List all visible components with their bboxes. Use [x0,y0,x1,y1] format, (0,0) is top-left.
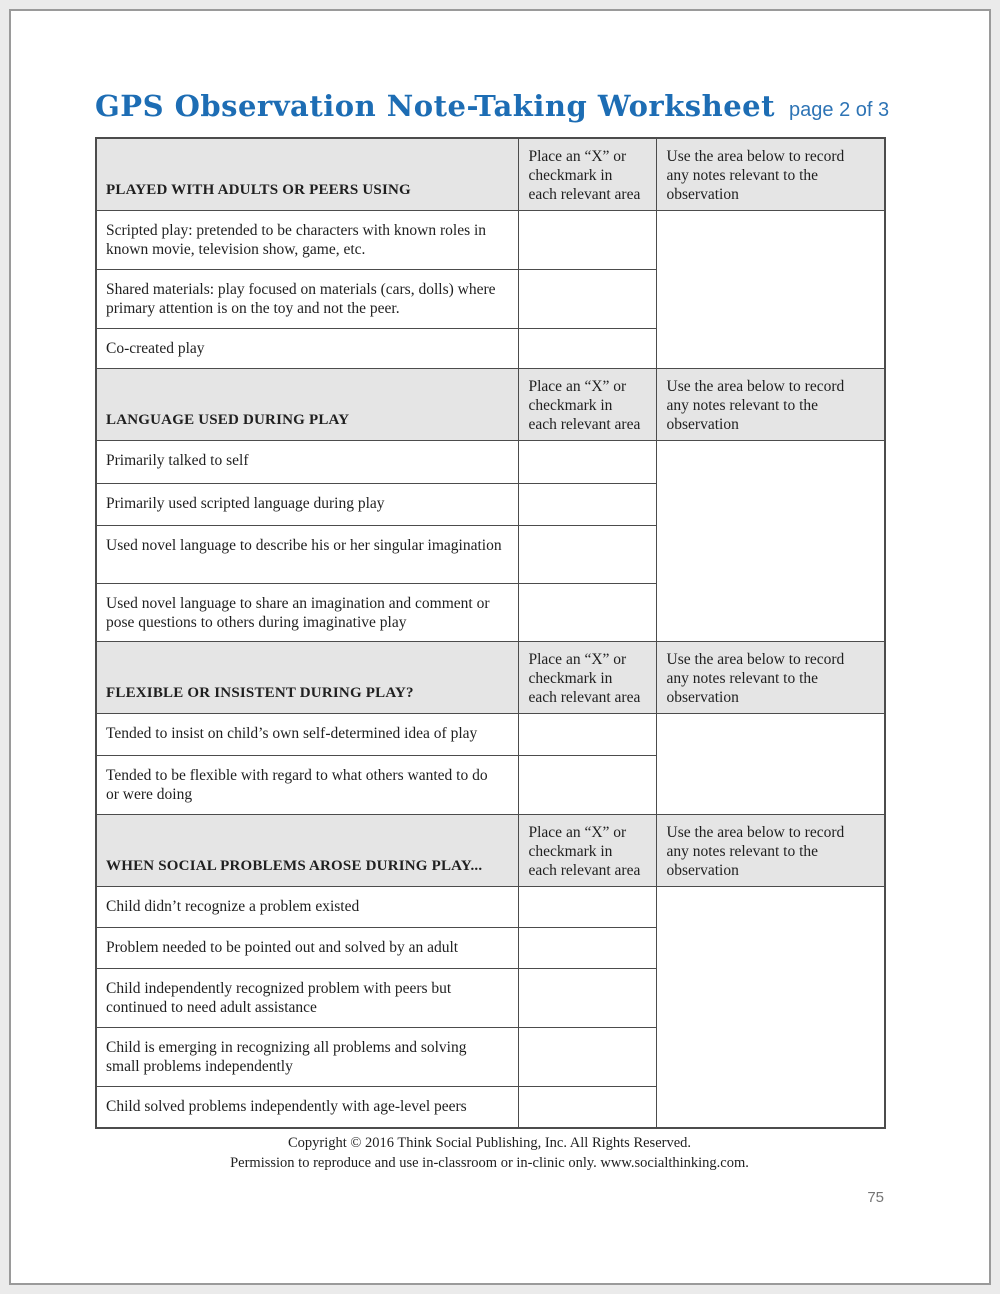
check-cell[interactable] [518,329,656,369]
table-row [96,441,885,484]
footer [95,1133,884,1173]
table-row [96,714,885,756]
check-cell[interactable] [518,484,656,526]
table-row [96,887,885,928]
check-column-header: Place an “X” or checkmark in each relevant area [518,815,656,887]
check-cell[interactable] [518,969,656,1028]
item-label: Child didn’t recognize a problem existed [96,887,518,928]
check-cell[interactable] [518,887,656,928]
item-label: Used novel language to share an imagination and comment or pose questions to others during imaginative play [96,584,518,642]
item-label: Child solved problems independently with age-level peers [96,1087,518,1128]
notes-column-header: Use the area below to record any notes relevant to the observation [656,369,885,441]
notes-column-header: Use the area below to record any notes relevant to the observation [656,815,885,887]
check-cell[interactable] [518,1028,656,1087]
item-label: Tended to insist on child’s own self-determined idea of play [96,714,518,756]
section-title: WHEN SOCIAL PROBLEMS AROSE DURING PLAY... [96,815,518,887]
section-header-row [96,642,885,714]
item-label: Scripted play: pretended to be characters with known roles in known movie, television show, game, etc. [96,211,518,270]
check-cell[interactable] [518,441,656,484]
check-cell[interactable] [518,211,656,270]
section-title: PLAYED WITH ADULTS OR PEERS USING [96,138,518,211]
item-label: Shared materials: play focused on materials (cars, dolls) where primary attention is on the toy and not the peer. [96,270,518,329]
page-header [95,89,895,123]
notes-area[interactable] [656,441,885,642]
section-header-row [96,815,885,887]
notes-area[interactable] [656,714,885,815]
check-cell[interactable] [518,928,656,969]
check-cell[interactable] [518,756,656,815]
notes-area[interactable] [656,211,885,369]
item-label: Used novel language to describe his or her singular imagination [96,526,518,584]
item-label: Co-created play [96,329,518,369]
item-label: Child is emerging in recognizing all problems and solving small problems independently [96,1028,518,1087]
item-label: Problem needed to be pointed out and solved by an adult [96,928,518,969]
notes-column-header: Use the area below to record any notes relevant to the observation [656,138,885,211]
observation-table [95,137,886,1129]
page-indicator: page 2 of 3 [789,99,890,121]
check-column-header: Place an “X” or checkmark in each relevant area [518,138,656,211]
copyright-line: Copyright © 2016 Think Social Publishing, Inc. All Rights Reserved. [287,1135,692,1151]
check-cell[interactable] [518,584,656,642]
page-number: 75 [867,1189,884,1206]
item-label: Tended to be flexible with regard to what others wanted to do or were doing [96,756,518,815]
table-row [96,211,885,270]
item-label: Child independently recognized problem with peers but continued to need adult assistance [96,969,518,1028]
item-label: Primarily talked to self [96,441,518,484]
permission-line: Permission to reproduce and use in-classroom or in-clinic only. www.socialthinking.com. [230,1155,749,1171]
check-column-header: Place an “X” or checkmark in each relevant area [518,369,656,441]
check-cell[interactable] [518,526,656,584]
notes-column-header: Use the area below to record any notes relevant to the observation [656,642,885,714]
check-column-header: Place an “X” or checkmark in each relevant area [518,642,656,714]
section-header-row [96,369,885,441]
check-cell[interactable] [518,1087,656,1128]
worksheet-page [9,9,991,1285]
check-cell[interactable] [518,270,656,329]
section-title: FLEXIBLE OR INSISTENT DURING PLAY? [96,642,518,714]
notes-area[interactable] [656,887,885,1128]
worksheet-title: GPS Observation Note-Taking Worksheet [95,89,776,123]
item-label: Primarily used scripted language during play [96,484,518,526]
section-header-row [96,138,885,211]
section-title: LANGUAGE USED DURING PLAY [96,369,518,441]
check-cell[interactable] [518,714,656,756]
